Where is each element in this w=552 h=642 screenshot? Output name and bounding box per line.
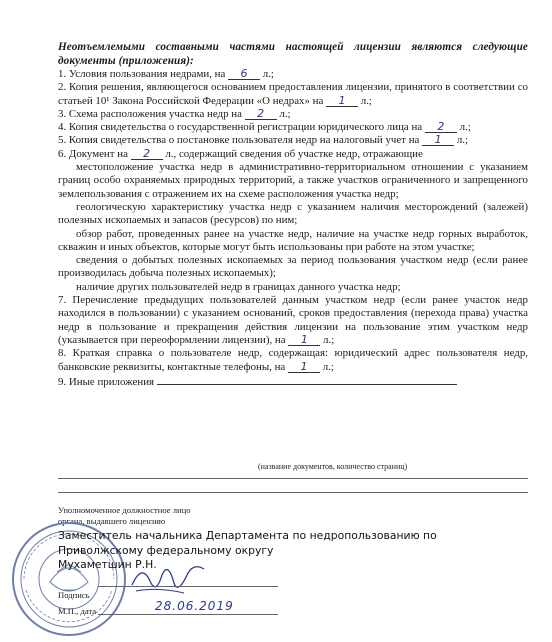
handwritten-page-count: 1 [288,361,320,373]
handwritten-page-count: 2 [131,148,163,160]
appendix-item-1: 1. Условия пользования недрами, на 6 л.; [58,67,274,80]
appendix-list [58,68,528,389]
blank-line [58,478,528,479]
blank-line [58,492,528,493]
signature-line [98,586,278,587]
other-appendices-blank [157,374,457,385]
appendix-subitem: геологическую характеристику участка недр с указанием наличия месторождений (залежей) полезных ископаемых и запасов (ресурсов) по ним; [58,200,528,227]
appendix-subitem: обзор работ, проведенных ранее на участке недр, наличие на участке недр горных выработок, скважин и иных объектов, которые могут быть использованы при работе на этом участке; [58,227,528,253]
signature-label: Подпись [58,590,90,600]
appendix-item-3: 3. Схема расположения участка недр на 2 л.; [58,106,291,120]
seal-date-label: М.П., дата [58,606,97,616]
handwritten-page-count: 1 [326,95,358,107]
appendix-item-6: 6. Документ на 2 л., содержащий сведения об участке недр, отражающие [58,146,423,160]
appendix-item-2: 2. Копия решения, являющегося основанием предоставления лицензии, принятого в соответствии со статьей 10¹ Закона Российской Федерации «О недрах» на 1 л.; [58,81,528,107]
signer-position-line-2: Приволжскому федеральному округу [58,544,274,557]
appendix-item-5: 5. Копия свидетельства о постановке пользователя недр на налоговый учет на 1 л.; [58,133,468,147]
signer-position-line-1: Заместитель начальника Департамента по недропользованию по [58,529,437,542]
handwritten-page-count: 1 [422,134,454,146]
date-line [98,614,278,615]
appendix-item-8: 8. Краткая справка о пользователе недр, содержащая: юридический адрес пользователя недр, банковские реквизиты, контактные телефоны, на 1 л.; [58,347,528,373]
appendix-subitem: наличие других пользователей недр в границах данного участка недр; [76,280,401,293]
appendix-item-9: 9. Иные приложения [58,374,528,389]
handwritten-page-count: 2 [245,108,277,120]
appendix-subitem: местоположение участка недр в административно-территориальном отношении с указанием границ особо охраняемых природных территорий, а также участков ограниченного и запрещенного землепользования с отражением их на схеме расположения участка недр; [58,161,528,200]
appendix-subitem: сведения о добытых полезных ископаемых за период пользования участком недр (если ранее производилась добыча полезных ископаемых); [58,254,528,280]
handwritten-date: 28.06.2019 [155,599,234,613]
other-appendices-caption: (название документов, количество страниц) [258,462,408,471]
handwritten-page-count: 2 [425,121,457,133]
appendix-item-4: 4. Копия свидетельства о государственной регистрации юридического лица на 2 л.; [58,120,471,134]
signer-name: Мухаметшин Р.Н. [58,558,157,571]
handwritten-page-count: 6 [228,68,260,80]
appendix-heading: Неотъемлемыми составными частями настоящей лицензии являются следующие документы (приложения): [58,41,528,67]
handwritten-signature-icon [128,555,208,605]
authorized-official-label: Уполномоченное должностное лицо [58,505,191,515]
appendix-item-7: 7. Перечисление предыдущих пользователей данным участком недр (если ранее участок недр находился в пользовании) с указанием оснований, сроков предоставления (перехода права) участка недр в пользование и прекращения действия лицензии на пользование этим участком недр (указывается при переоформлении лицензии), на 1 л.; [58,294,528,346]
handwritten-page-count: 1 [288,334,320,346]
issuing-authority-label: органа, выдавшего лицензию [58,516,166,526]
